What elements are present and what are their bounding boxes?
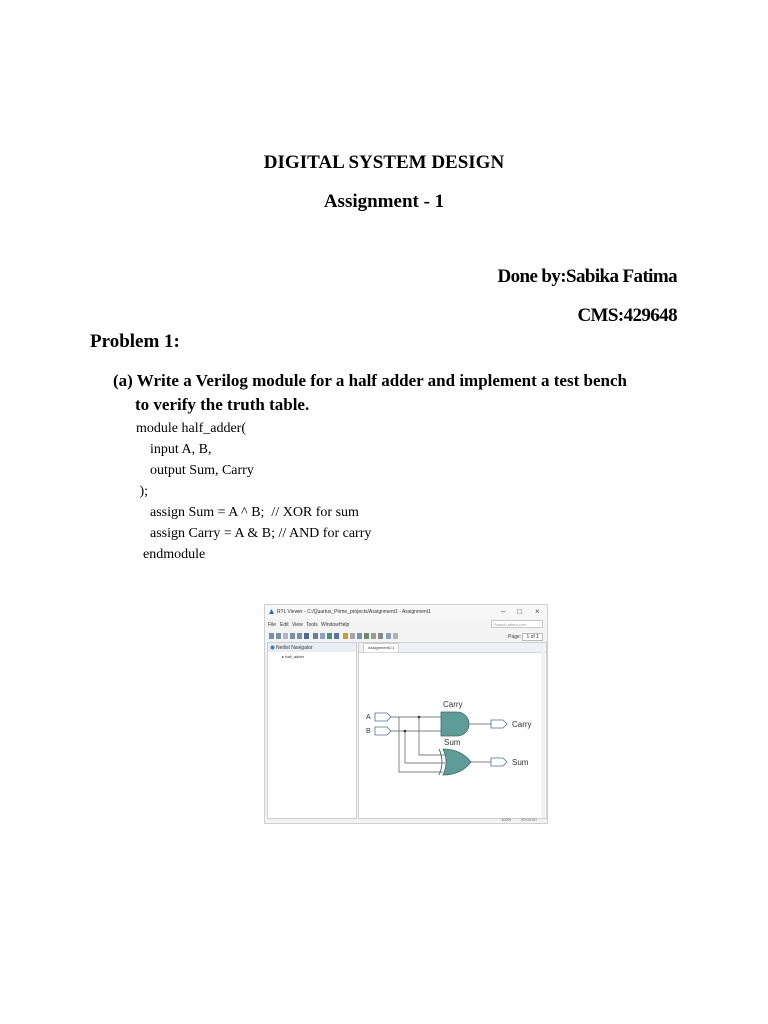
input-a-label: A xyxy=(366,714,371,721)
maximize-icon[interactable]: □ xyxy=(517,607,522,616)
rtl-viewer-screenshot xyxy=(264,604,548,824)
output-carry-port[interactable] xyxy=(491,720,507,728)
page-indicator xyxy=(508,633,543,641)
netlist-navigator-pane xyxy=(267,642,357,819)
toolbar-filter-icon[interactable] xyxy=(350,633,355,639)
question-line-2: to verify the truth table. xyxy=(135,395,310,414)
xor-gate-arc xyxy=(439,749,442,775)
and-gate-label: Carry xyxy=(443,700,463,709)
author-line: Done by:Sabika Fatima xyxy=(497,266,677,287)
toolbar-more-icon[interactable] xyxy=(378,633,383,639)
question-text xyxy=(113,369,673,417)
vertical-scrollbar[interactable] xyxy=(541,652,545,818)
schematic-pane xyxy=(358,642,547,819)
code-line: assign Carry = A & B; // AND for carry xyxy=(136,526,372,541)
toolbar-help-icon[interactable] xyxy=(371,633,376,639)
tree-expand-icon[interactable]: ▸ xyxy=(282,654,285,659)
document-subtitle: Assignment - 1 xyxy=(323,191,445,212)
toolbar-option-icon[interactable] xyxy=(386,633,391,639)
search-input[interactable]: Search altera.com xyxy=(491,620,543,628)
toolbar-select-icon[interactable] xyxy=(320,633,325,639)
minimize-icon[interactable]: – xyxy=(501,607,506,616)
output-carry-label: Carry xyxy=(512,720,532,729)
menu-bar xyxy=(265,619,547,631)
tree-item-label: half_adder xyxy=(285,654,305,659)
document-title: DIGITAL SYSTEM DESIGN xyxy=(263,152,505,173)
navigator-icon xyxy=(270,645,275,650)
xor-gate[interactable] xyxy=(443,749,471,775)
problem-heading: Problem 1: xyxy=(90,331,180,352)
code-line: output Sum, Carry xyxy=(136,463,254,478)
input-a-port[interactable] xyxy=(375,713,391,721)
toolbar-refresh-icon[interactable] xyxy=(357,633,362,639)
tab-assignment1[interactable]: Assignment1:1 xyxy=(363,643,399,652)
input-b-label: B xyxy=(366,728,371,735)
code-line: input A, B, xyxy=(136,442,212,457)
status-bar xyxy=(265,817,547,823)
toolbar-forward-icon[interactable] xyxy=(276,633,281,639)
code-line: module half_adder( xyxy=(136,421,247,436)
window-titlebar xyxy=(265,605,547,619)
menu-window[interactable]: Window xyxy=(321,622,339,628)
cms-line: CMS:429648 xyxy=(577,305,677,326)
toolbar-settings-icon[interactable] xyxy=(343,633,348,639)
toolbar-find-icon[interactable] xyxy=(334,633,339,639)
menu-edit[interactable]: Edit xyxy=(280,622,289,628)
toolbar xyxy=(265,631,547,642)
toolbar-print-icon[interactable] xyxy=(283,633,288,639)
toolbar-back-icon[interactable] xyxy=(269,633,274,639)
navigator-header xyxy=(268,643,356,652)
menu-file[interactable]: File xyxy=(268,622,277,628)
menu-view[interactable]: View xyxy=(292,622,303,628)
toolbar-export-icon[interactable] xyxy=(364,633,369,639)
navigator-title: Netlist Navigator xyxy=(276,645,313,651)
toolbar-zoom-in-icon[interactable] xyxy=(290,633,295,639)
code-line: assign Sum = A ^ B; // XOR for sum xyxy=(136,505,359,520)
toolbar-home-icon[interactable] xyxy=(304,633,309,639)
app-logo-icon xyxy=(268,608,275,615)
status-extra: 00:00:00 xyxy=(521,817,537,822)
status-zoom: 100% xyxy=(501,817,512,822)
page-label: Page: xyxy=(508,634,522,640)
schematic-diagram xyxy=(359,652,546,818)
tree-item-half-adder[interactable] xyxy=(282,654,304,659)
toolbar-hierarchy-icon[interactable] xyxy=(327,633,332,639)
close-icon[interactable]: × xyxy=(535,607,540,616)
xor-gate-label: Sum xyxy=(444,738,461,747)
window-title: RTL Viewer - C:/Quartus_Prime_projects/Assignment1 - Assignment1 xyxy=(277,609,431,615)
question-line-1: Write a Verilog module for a half adder and implement a test bench xyxy=(136,371,627,390)
menu-help[interactable]: Help xyxy=(339,622,350,628)
junction-dot xyxy=(404,730,407,733)
and-gate[interactable] xyxy=(441,712,469,736)
menu-tools[interactable]: Tools xyxy=(306,622,318,628)
code-line: ); xyxy=(136,484,149,499)
toolbar-zoom-out-icon[interactable] xyxy=(297,633,302,639)
toolbar-extra-icon[interactable] xyxy=(393,633,398,639)
output-sum-port[interactable] xyxy=(491,758,507,766)
input-b-port[interactable] xyxy=(375,727,391,735)
toolbar-fit-icon[interactable] xyxy=(313,633,318,639)
output-sum-label: Sum xyxy=(512,758,529,767)
question-label: (a) xyxy=(113,371,133,390)
code-line: endmodule xyxy=(136,547,206,562)
junction-dot xyxy=(418,716,421,719)
page-value[interactable]: 1 of 1 xyxy=(522,633,543,641)
